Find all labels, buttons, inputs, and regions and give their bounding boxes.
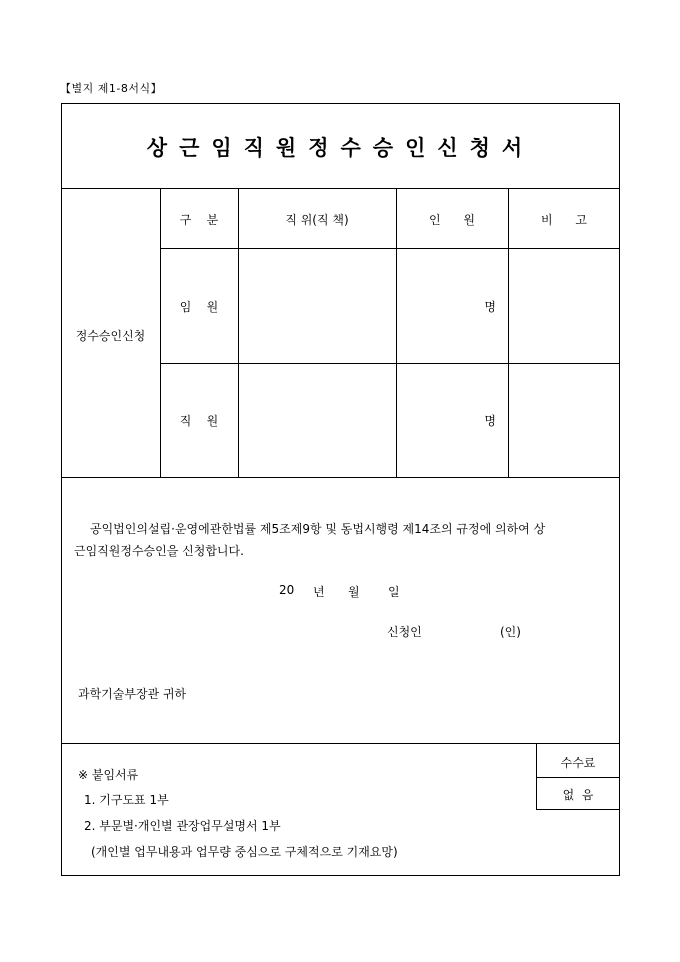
applicant-label: 신청인 bbox=[387, 625, 422, 639]
attachments-heading: ※ 붙임서류 bbox=[78, 768, 139, 782]
attachment-item-2: 2. 부문별·개인별 관장업무설명서 1부 bbox=[84, 819, 281, 833]
row-executives-unit: 명 bbox=[484, 300, 496, 314]
header-remarks: 비 고 bbox=[540, 213, 588, 227]
applicant-seal: (인) bbox=[500, 625, 521, 639]
row-staff-unit: 명 bbox=[484, 414, 496, 428]
fee-value: 없 음 bbox=[562, 788, 594, 802]
section-label: 정수승인신청 bbox=[75, 329, 146, 343]
column-divider-3 bbox=[508, 188, 509, 477]
fee-box-divider bbox=[536, 777, 620, 778]
title-divider bbox=[61, 188, 620, 189]
date-month: 월 bbox=[348, 585, 360, 599]
statement-line-1: 공익법인의설립·운영에관한법률 제5조제9항 및 동법시행령 제14조의 규정에 의하여 상 bbox=[90, 522, 546, 536]
row-executives-category: 임 원 bbox=[179, 300, 219, 314]
row-staff-category: 직 원 bbox=[179, 414, 219, 428]
table-row-divider bbox=[160, 363, 620, 364]
date-year-prefix: 20 bbox=[279, 583, 295, 597]
recipient: 과학기술부장관 귀하 bbox=[78, 687, 187, 701]
attachment-item-1: 1. 기구도표 1부 bbox=[84, 793, 169, 807]
date-year: 년 bbox=[313, 585, 325, 599]
attachment-note: (개인별 업무내용과 업무량 중심으로 구체적으로 기재요망) bbox=[91, 845, 398, 859]
header-category: 구 분 bbox=[179, 213, 219, 227]
section-label-divider bbox=[160, 188, 161, 477]
statement-line-2: 근임직원정수승인을 신청합니다. bbox=[74, 544, 244, 558]
fee-box-bottom bbox=[536, 809, 620, 810]
column-divider-2 bbox=[396, 188, 397, 477]
column-divider-1 bbox=[238, 188, 239, 477]
form-title: 상근임직원정수승인신청서 bbox=[146, 135, 535, 160]
fee-label: 수수료 bbox=[560, 756, 596, 770]
form-number-label: 【별지 제1-8서식】 bbox=[60, 82, 163, 95]
table-bottom-divider bbox=[61, 477, 620, 478]
date-day: 일 bbox=[388, 585, 400, 599]
header-count: 인 원 bbox=[428, 213, 476, 227]
table-header-divider bbox=[160, 248, 620, 249]
header-position: 직 위(직 책) bbox=[285, 213, 349, 227]
